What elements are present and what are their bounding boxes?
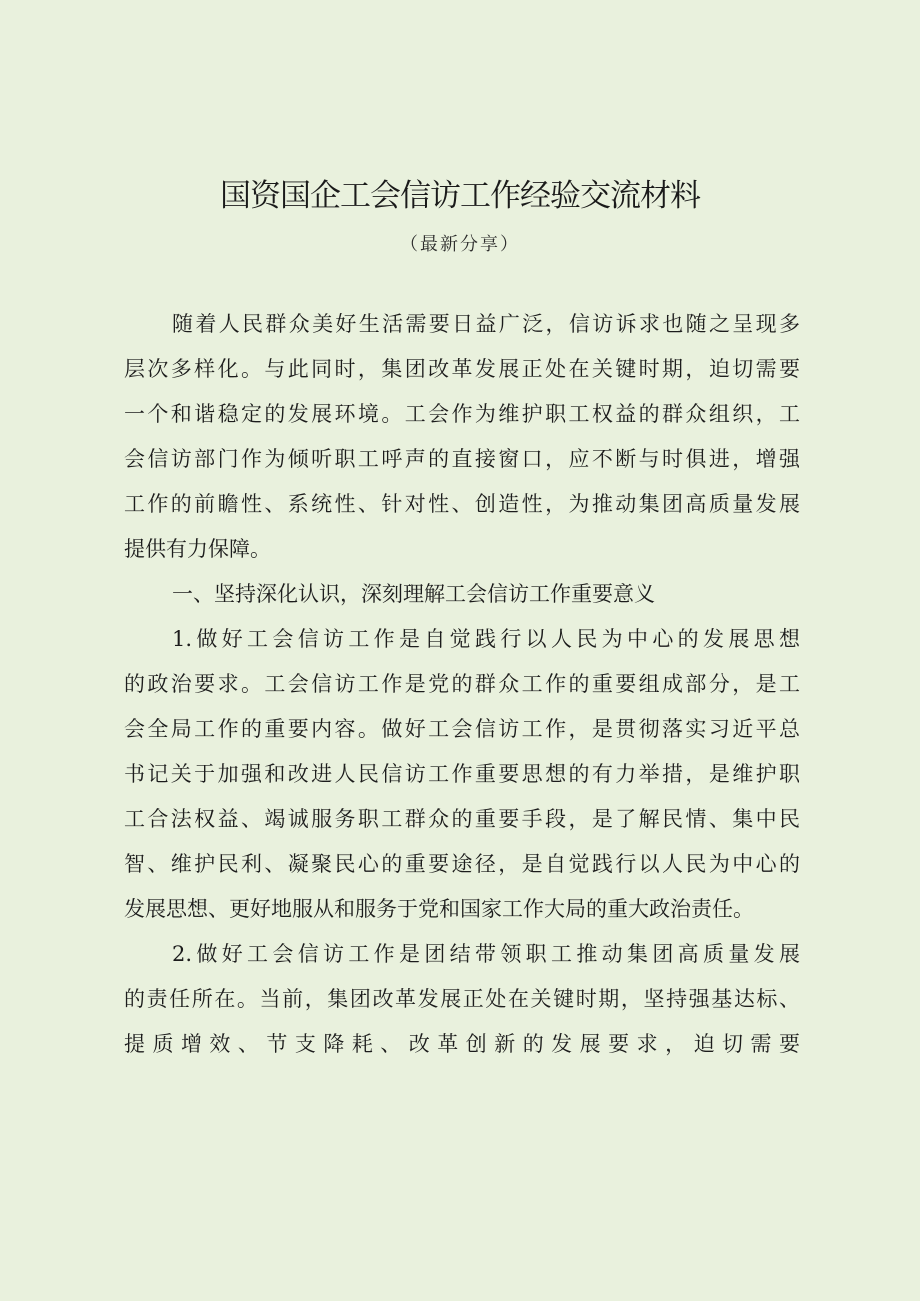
document-subtitle: （最新分享） — [400, 234, 520, 255]
text-line: 智、维护民利、凝聚民心的重要途径，是自觉践行以人民为中心的 — [124, 852, 800, 876]
text-line: 会全局工作的重要内容。做好工会信访工作，是贯彻落实习近平总 — [124, 717, 800, 741]
text-line: 层次多样化。与此同时，集团改革发展正处在关键时期，迫切需要 — [124, 357, 800, 381]
text-line: 2.做好工会信访工作是团结带领职工推动集团高质量发展 — [172, 942, 800, 966]
text-line: 的政治要求。工会信访工作是党的群众工作的重要组成部分，是工 — [124, 672, 800, 696]
text-line: 提质增效、节支降耗、改革创新的发展要求，迫切需要 — [124, 1032, 800, 1056]
text-line: 发展思想、更好地服从和服务于党和国家工作大局的重大政治责任。 — [124, 897, 754, 921]
text-line: 工作的前瞻性、系统性、针对性、创造性，为推动集团高质量发展 — [124, 492, 800, 516]
document-title: 国资国企工会信访工作经验交流材料 — [220, 178, 700, 214]
text-line: 一个和谐稳定的发展环境。工会作为维护职工权益的群众组织，工 — [124, 402, 800, 426]
text-line: 会信访部门作为倾听职工呼声的直接窗口，应不断与时俱进，增强 — [124, 447, 800, 471]
text-line: 一、坚持深化认识，深刻理解工会信访工作重要意义 — [172, 582, 655, 606]
text-line: 书记关于加强和改进人民信访工作重要思想的有力举措，是维护职 — [124, 762, 800, 786]
text-line: 1.做好工会信访工作是自觉践行以人民为中心的发展思想 — [172, 627, 800, 651]
document-body — [124, 302, 800, 1067]
text-line: 提供有力保障。 — [124, 537, 271, 561]
text-line: 的责任所在。当前，集团改革发展正处在关键时期，坚持强基达标、 — [124, 987, 800, 1011]
text-line: 工合法权益、竭诚服务职工群众的重要手段，是了解民情、集中民 — [124, 807, 800, 831]
text-line: 随着人民群众美好生活需要日益广泛，信访诉求也随之呈现多 — [172, 312, 800, 336]
